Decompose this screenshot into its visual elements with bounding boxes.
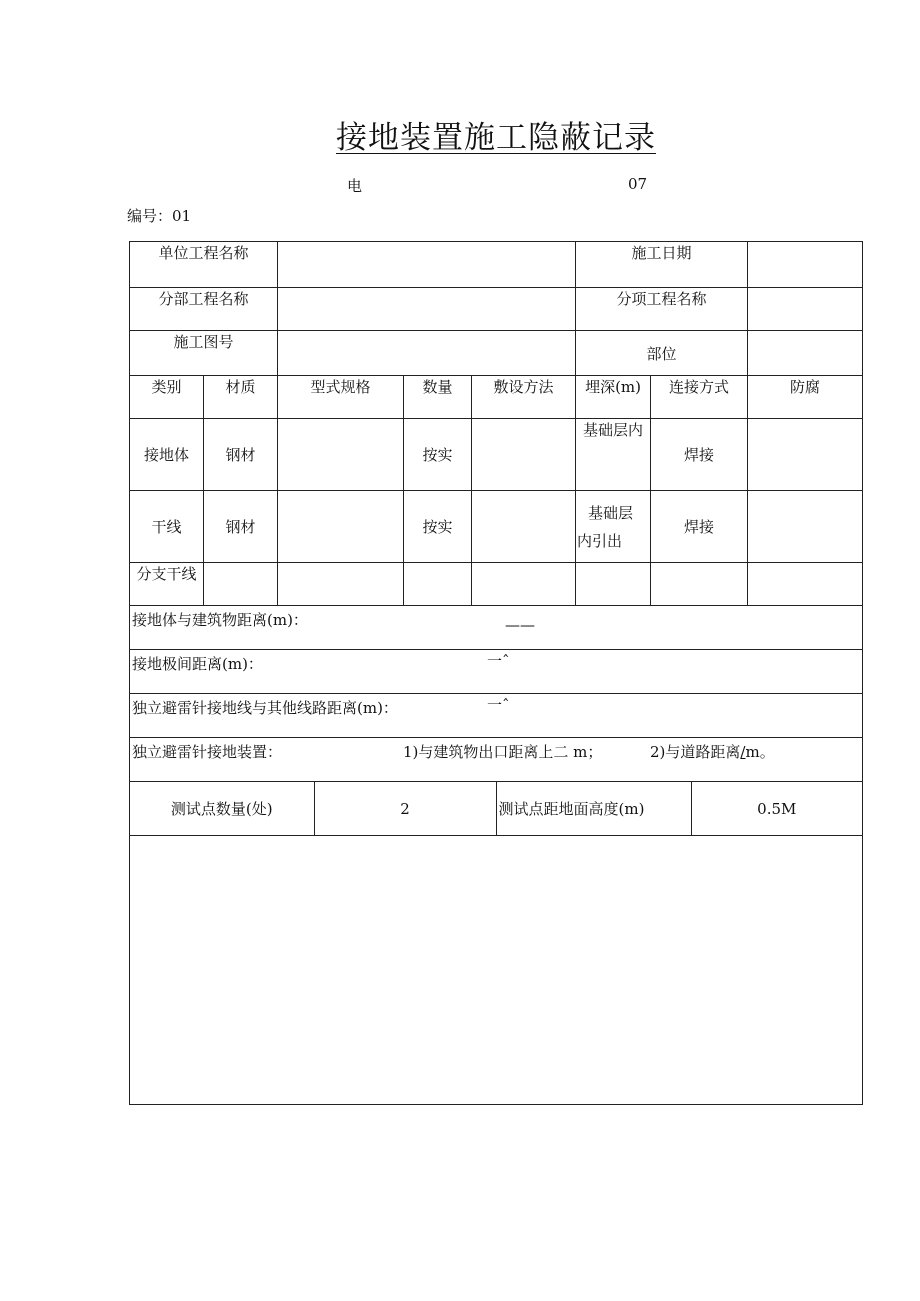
location-value[interactable] [748, 331, 863, 376]
row-quantity: 按实 [404, 419, 472, 491]
col-method: 敷设方法 [472, 376, 576, 419]
row-category: 干线 [130, 491, 204, 563]
drawing-row [130, 331, 863, 376]
rod-device-label: 独立避雷针接地装置： [132, 743, 283, 761]
row-spec[interactable] [278, 419, 404, 491]
test-point-count-value: 2 [314, 782, 496, 835]
col-spec: 型式规格 [278, 376, 404, 419]
test-points-table [130, 782, 862, 835]
location-label: 部位 [576, 331, 748, 376]
document-title: 接地装置施工隐蔽记录 [336, 120, 656, 156]
test-point-height-value: 0.5M [757, 799, 797, 818]
drawing-no-label: 施工图号 [130, 331, 278, 376]
construction-date-value[interactable] [748, 242, 863, 288]
division-value[interactable] [278, 288, 576, 331]
row-spec[interactable] [278, 563, 404, 606]
col-material: 材质 [204, 376, 278, 419]
row-connection: 焊接 [651, 491, 748, 563]
row-anticorrosion[interactable] [748, 419, 863, 491]
row-depth: 基础层内 [576, 419, 651, 491]
row-connection: 焊接 [651, 419, 748, 491]
table-row [130, 419, 863, 491]
rod-lines-value: 一ˆ [487, 696, 510, 714]
row-method[interactable] [472, 491, 576, 563]
record-number: 编号：01 [127, 207, 192, 225]
remarks-area[interactable] [130, 836, 863, 1105]
sheet-code: 07 [628, 175, 648, 193]
test-points-row [130, 782, 863, 836]
subitem-label: 分项工程名称 [576, 288, 748, 331]
row-category: 接地体 [130, 419, 204, 491]
row-method[interactable] [472, 419, 576, 491]
electrode-spacing-cell [130, 650, 863, 694]
row-depth [576, 491, 651, 563]
record-table [129, 241, 863, 1105]
row-spec[interactable] [278, 491, 404, 563]
unit-project-value[interactable] [278, 242, 576, 288]
distance-body-building-label: 接地体与建筑物距离(m)： [132, 611, 308, 629]
rod-device-road-text: 2)与道路距离 [650, 743, 741, 761]
distance-body-building-row [130, 606, 863, 650]
distance-body-building-value: —— [505, 616, 535, 634]
col-connection: 连接方式 [651, 376, 748, 419]
unit-project-row [130, 242, 863, 288]
unit-project-label: 单位工程名称 [130, 242, 278, 288]
row-depth[interactable] [576, 563, 651, 606]
electrode-spacing-label: 接地极间距离(m)： [132, 655, 263, 673]
electrode-spacing-value: 一ˆ [487, 652, 510, 670]
row-material[interactable] [204, 563, 278, 606]
rod-device-road-unit: m。 [745, 743, 775, 761]
col-quantity: 数量 [404, 376, 472, 419]
construction-date-label: 施工日期 [576, 242, 748, 288]
row-method[interactable] [472, 563, 576, 606]
test-point-count-label: 测试点数量(处) [130, 782, 314, 835]
row-depth-line1: 基础层 [588, 503, 634, 522]
distance-body-building-cell [130, 606, 863, 650]
rod-device-row [130, 738, 863, 782]
col-anticorrosion: 防腐 [748, 376, 863, 419]
row-anticorrosion[interactable] [748, 491, 863, 563]
rod-lines-label: 独立避雷针接地线与其他线路距离(m)： [132, 699, 398, 717]
rod-device-road-distance [650, 741, 775, 762]
table-row [130, 563, 863, 606]
remarks-row [130, 836, 863, 1105]
division-row [130, 288, 863, 331]
subitem-value[interactable] [748, 288, 863, 331]
column-header-row [130, 376, 863, 419]
drawing-no-value[interactable] [278, 331, 576, 376]
division-label: 分部工程名称 [130, 288, 278, 331]
row-anticorrosion[interactable] [748, 563, 863, 606]
rod-lines-cell [130, 694, 863, 738]
rod-device-road-value: / [740, 743, 746, 761]
test-point-height-label: 测试点距地面高度(m) [496, 782, 691, 835]
row-material: 钢材 [204, 419, 278, 491]
row-category: 分支干线 [130, 563, 204, 606]
row-depth-line2: 内引出 [577, 531, 623, 550]
test-points-cell [130, 782, 863, 836]
row-quantity: 按实 [404, 491, 472, 563]
rod-device-building-distance: 1)与建筑物出口距离上二 m； [403, 743, 603, 761]
row-quantity[interactable] [404, 563, 472, 606]
table-row [130, 491, 863, 563]
rod-lines-row [130, 694, 863, 738]
electrode-spacing-row [130, 650, 863, 694]
row-material: 钢材 [204, 491, 278, 563]
category-label: 电 [347, 177, 363, 195]
row-connection[interactable] [651, 563, 748, 606]
rod-device-cell [130, 738, 863, 782]
col-depth: 埋深(m) [576, 376, 651, 419]
col-category: 类别 [130, 376, 204, 419]
